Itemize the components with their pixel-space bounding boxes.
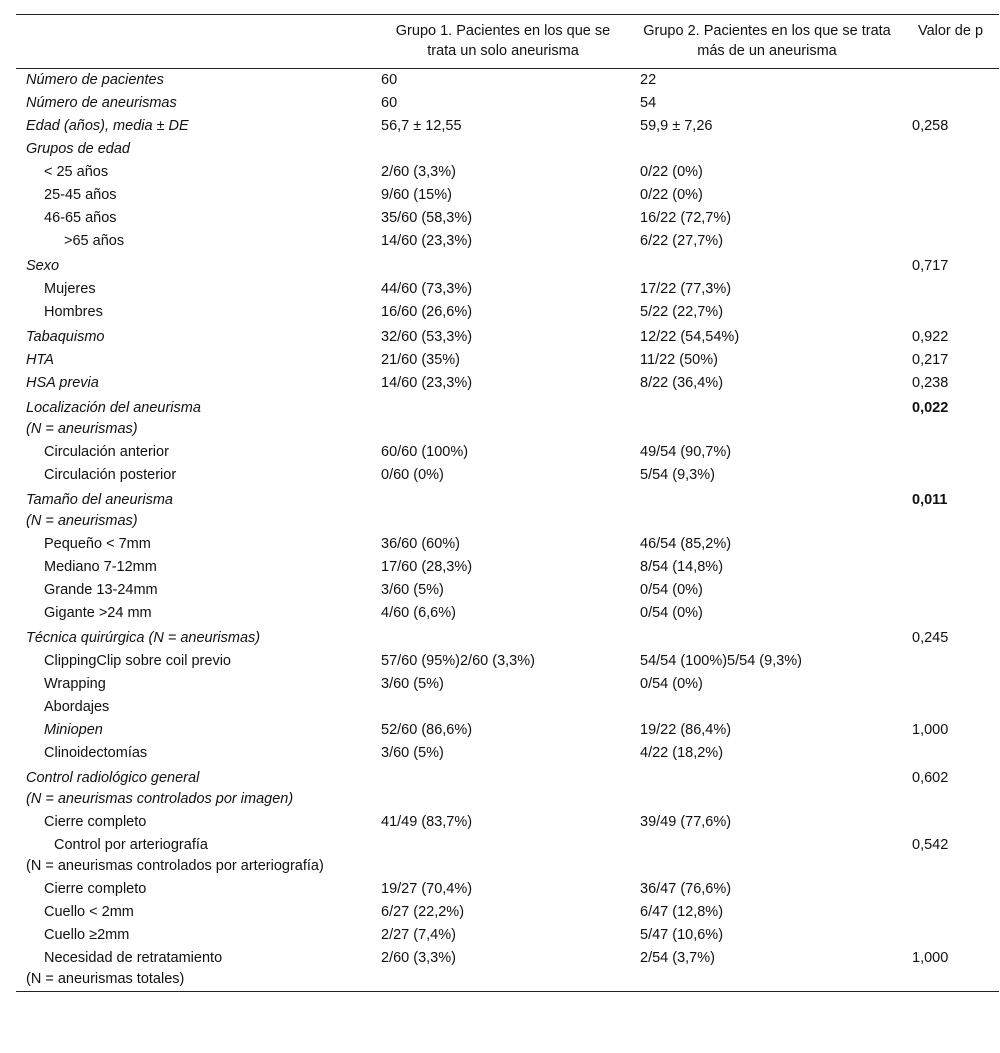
cell-pvalue	[902, 161, 999, 184]
row-label: Hombres	[44, 304, 103, 320]
cell-group2	[632, 395, 902, 441]
table-container	[16, 14, 1000, 992]
row-label: Abordajes	[44, 699, 110, 715]
cell-pvalue	[902, 696, 999, 719]
cell-group2: 6/22 (27,7%)	[640, 233, 724, 249]
cell-group1: 0/60 (0%)	[381, 467, 444, 483]
cell-group1: 6/27 (22,2%)	[381, 904, 465, 920]
cell-group1: 21/60 (35%)	[381, 352, 460, 368]
cell-group1	[374, 487, 632, 533]
cell-group1: 19/27 (70,4%)	[381, 881, 473, 897]
cell-group2: 36/47 (76,6%)	[640, 881, 732, 897]
cell-pvalue	[902, 138, 999, 161]
row-label: Edad (años), media ± DE	[26, 118, 189, 134]
table-row	[16, 161, 999, 184]
table-row	[16, 556, 999, 579]
cell-group1: 2/27 (7,4%)	[381, 927, 456, 943]
table-row	[16, 811, 999, 834]
row-label-main: Necesidad de retratamiento	[44, 950, 223, 966]
cell-group1: 4/60 (6,6%)	[381, 605, 456, 621]
cell-group1: 16/60 (26,6%)	[381, 304, 473, 320]
cell-group2: 0/22 (0%)	[640, 187, 703, 203]
cell-group2	[632, 487, 902, 533]
row-label: >65 años	[64, 233, 125, 249]
cell-group1: 32/60 (53,3%)	[381, 329, 473, 345]
cell-pvalue: 0,922	[912, 329, 949, 345]
row-label: Número de aneurismas	[26, 95, 177, 111]
row-label: Clinoidectomías	[44, 745, 148, 761]
cell-group1	[374, 395, 632, 441]
header-cell-label	[16, 15, 374, 69]
cell-group1	[374, 696, 632, 719]
row-label: Tamaño del aneurisma (N = aneurismas)	[26, 492, 173, 529]
cell-group2	[632, 253, 902, 278]
cell-group2: 5/47 (10,6%)	[640, 927, 724, 943]
cell-group2: 54	[640, 95, 657, 111]
cell-pvalue	[902, 69, 999, 93]
table-row	[16, 92, 999, 115]
cell-pvalue	[902, 673, 999, 696]
table-row	[16, 395, 999, 441]
row-label: Número de pacientes	[26, 72, 164, 88]
header-cell-group2: Grupo 2. Pacientes en los que se trata más de un aneurisma	[643, 23, 891, 59]
table-row	[16, 349, 999, 372]
table-row	[16, 719, 999, 742]
cell-pvalue: 0,717	[912, 258, 949, 274]
cell-group1: 60/60 (100%)	[381, 444, 469, 460]
row-label: Cuello < 2mm	[44, 904, 134, 920]
cell-group2: 54/54 (100%)5/54 (9,3%)	[640, 653, 803, 669]
cell-group1: 14/60 (23,3%)	[381, 375, 473, 391]
table-row	[16, 301, 999, 324]
table-row	[16, 625, 999, 650]
cell-group2: 6/47 (12,8%)	[640, 904, 724, 920]
cell-group2: 17/22 (77,3%)	[640, 281, 732, 297]
table-row	[16, 696, 999, 719]
row-label: HTA	[26, 352, 54, 368]
table-row	[16, 184, 999, 207]
cell-pvalue	[902, 650, 999, 673]
cell-pvalue	[902, 184, 999, 207]
cell-group1: 44/60 (73,3%)	[381, 281, 473, 297]
cell-group2: 8/54 (14,8%)	[640, 559, 724, 575]
cell-pvalue	[902, 878, 999, 901]
table-row	[16, 441, 999, 464]
row-label: Control radiológico general (N = aneurismas controlados por imagen)	[26, 770, 294, 807]
cell-group1	[374, 834, 632, 878]
row-label: Localización del aneurisma (N = aneurismas)	[26, 400, 201, 437]
cell-pvalue	[902, 924, 999, 947]
table-row	[16, 278, 999, 301]
cell-group2: 2/54 (3,7%)	[640, 950, 715, 966]
cell-group1	[374, 625, 632, 650]
cell-group2: 5/22 (22,7%)	[640, 304, 724, 320]
cell-pvalue	[902, 901, 999, 924]
row-label: Cierre completo	[44, 814, 147, 830]
cell-group2: 46/54 (85,2%)	[640, 536, 732, 552]
cell-group1: 41/49 (83,7%)	[381, 814, 473, 830]
cell-group1: 36/60 (60%)	[381, 536, 460, 552]
cell-pvalue	[902, 579, 999, 602]
table-row	[16, 924, 999, 947]
cell-group1	[374, 253, 632, 278]
row-label: Técnica quirúrgica (N = aneurismas)	[26, 630, 261, 646]
row-label-sub: (N = aneurismas controlados por arteriografía)	[26, 858, 324, 874]
cell-pvalue	[902, 92, 999, 115]
table-row	[16, 878, 999, 901]
cell-pvalue: 0,217	[912, 352, 949, 368]
cell-pvalue	[902, 301, 999, 324]
table-row	[16, 650, 999, 673]
row-label: ClippingClip sobre coil previo	[44, 653, 231, 669]
cell-group1: 3/60 (5%)	[381, 582, 444, 598]
table-row	[16, 138, 999, 161]
table-row	[16, 253, 999, 278]
table-row	[16, 115, 999, 138]
cell-pvalue: 0,238	[912, 375, 949, 391]
table-row	[16, 765, 999, 811]
row-label: Miniopen	[44, 722, 103, 738]
row-label: < 25 años	[44, 164, 109, 180]
cell-pvalue: 0,022	[912, 400, 949, 416]
row-label: Grupos de edad	[26, 141, 130, 157]
row-label: Sexo	[26, 258, 60, 274]
cell-group2: 19/22 (86,4%)	[640, 722, 732, 738]
cell-group1: 17/60 (28,3%)	[381, 559, 473, 575]
cell-group2: 39/49 (77,6%)	[640, 814, 732, 830]
table-row	[16, 487, 999, 533]
row-label: 46-65 años	[44, 210, 117, 226]
cell-group2	[632, 625, 902, 650]
table-row	[16, 324, 999, 349]
cell-pvalue: 0,011	[912, 492, 948, 508]
cell-pvalue	[902, 441, 999, 464]
cell-group2: 22	[640, 72, 657, 88]
cell-group2: 16/22 (72,7%)	[640, 210, 732, 226]
table-row	[16, 742, 999, 765]
cell-group2: 4/22 (18,2%)	[640, 745, 724, 761]
table-row	[16, 834, 999, 878]
row-label	[16, 834, 374, 878]
table-row	[16, 69, 999, 93]
cell-pvalue: 1,000	[912, 950, 949, 966]
cell-group1: 3/60 (5%)	[381, 676, 444, 692]
table-row	[16, 533, 999, 556]
table-row	[16, 579, 999, 602]
table-row	[16, 372, 999, 395]
cell-pvalue	[902, 742, 999, 765]
table-row	[16, 207, 999, 230]
table-row	[16, 230, 999, 253]
cell-group1: 60	[381, 95, 398, 111]
cell-group1	[374, 765, 632, 811]
cell-group1: 57/60 (95%)2/60 (3,3%)	[381, 653, 535, 669]
cell-group2: 11/22 (50%)	[640, 352, 718, 368]
row-label: HSA previa	[26, 375, 99, 391]
cell-group1: 35/60 (58,3%)	[381, 210, 473, 226]
row-label: Wrapping	[44, 676, 106, 692]
cell-pvalue: 1,000	[912, 722, 949, 738]
row-label: Mujeres	[44, 281, 96, 297]
cell-group2	[632, 138, 902, 161]
cell-pvalue	[902, 278, 999, 301]
cell-group2: 0/22 (0%)	[640, 164, 703, 180]
cell-group1: 2/60 (3,3%)	[381, 164, 456, 180]
cell-group1: 9/60 (15%)	[381, 187, 452, 203]
row-label: Pequeño < 7mm	[44, 536, 151, 552]
table-row	[16, 602, 999, 625]
row-label-main: Control por arteriografía	[54, 837, 208, 853]
table-row	[16, 673, 999, 696]
row-label	[16, 947, 374, 992]
row-label-sub: (N = aneurismas totales)	[26, 971, 185, 987]
cell-group1: 56,7 ± 12,55	[381, 118, 462, 134]
cell-group2: 0/54 (0%)	[640, 676, 703, 692]
cell-pvalue	[902, 533, 999, 556]
cell-group2: 49/54 (90,7%)	[640, 444, 732, 460]
cell-group2: 0/54 (0%)	[640, 605, 703, 621]
row-label: Tabaquismo	[26, 329, 105, 345]
cell-group1: 60	[381, 72, 398, 88]
cell-group2: 59,9 ± 7,26	[640, 118, 713, 134]
cell-group1: 52/60 (86,6%)	[381, 722, 473, 738]
table-row	[16, 901, 999, 924]
row-label: Circulación posterior	[44, 467, 177, 483]
cell-group1: 14/60 (23,3%)	[381, 233, 473, 249]
row-label: Cuello ≥2mm	[44, 927, 130, 943]
cell-pvalue	[902, 230, 999, 253]
cell-pvalue	[902, 464, 999, 487]
table-row	[16, 947, 999, 992]
cell-group2: 0/54 (0%)	[640, 582, 703, 598]
cell-group2	[632, 834, 902, 878]
cell-pvalue	[902, 811, 999, 834]
row-label: Circulación anterior	[44, 444, 169, 460]
cell-pvalue	[902, 602, 999, 625]
cell-group2: 8/22 (36,4%)	[640, 375, 724, 391]
cell-pvalue: 0,258	[912, 118, 949, 134]
header-row	[16, 15, 999, 69]
cell-pvalue	[902, 556, 999, 579]
cell-group1	[374, 138, 632, 161]
row-label: Cierre completo	[44, 881, 147, 897]
table-row	[16, 464, 999, 487]
cell-pvalue: 0,542	[912, 837, 949, 853]
row-label: 25-45 años	[44, 187, 117, 203]
cell-pvalue	[902, 207, 999, 230]
row-label: Mediano 7-12mm	[44, 559, 157, 575]
cell-group2	[632, 765, 902, 811]
header-cell-pvalue: Valor de p	[917, 23, 984, 39]
cell-group2: 5/54 (9,3%)	[640, 467, 715, 483]
row-label: Grande 13-24mm	[44, 582, 158, 598]
cell-group2	[632, 696, 902, 719]
cell-pvalue: 0,602	[912, 770, 949, 786]
cell-group2: 12/22 (54,54%)	[640, 329, 740, 345]
row-label: Gigante >24 mm	[44, 605, 152, 621]
header-cell-group1: Grupo 1. Pacientes en los que se trata un solo aneurisma	[395, 23, 611, 59]
cell-group1: 2/60 (3,3%)	[381, 950, 456, 966]
cell-pvalue: 0,245	[912, 630, 949, 646]
data-table	[16, 14, 999, 992]
cell-group1: 3/60 (5%)	[381, 745, 444, 761]
